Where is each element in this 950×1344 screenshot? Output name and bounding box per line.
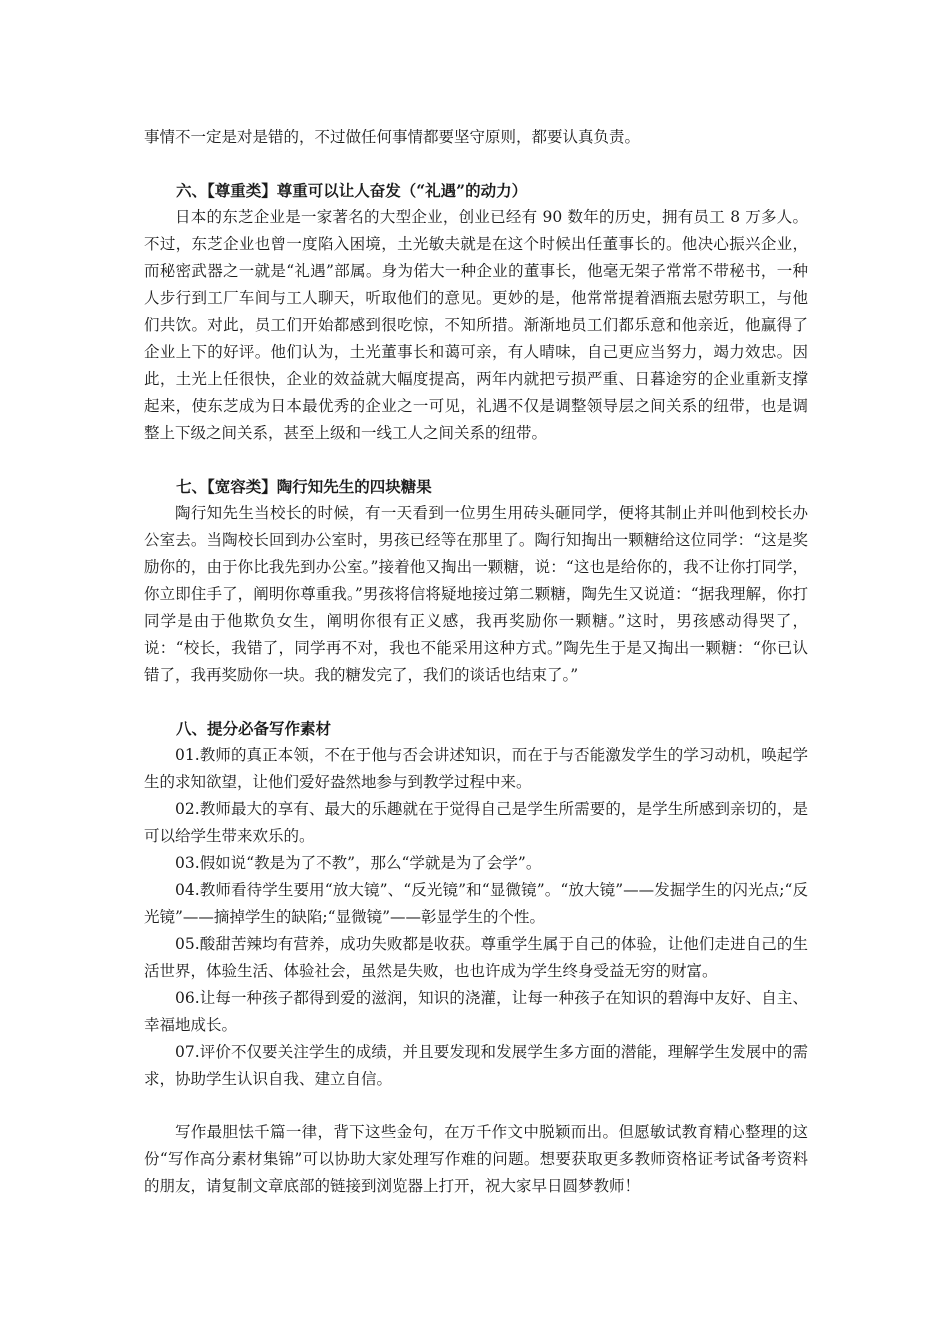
spacer [144,151,808,177]
spacer [144,447,808,473]
document-body [144,0,808,1200]
section-8-heading: 八、提分必备写作素材 [176,719,332,738]
material-item-03: 03.假如说“教是为了不教”，那么“学就是为了会学”。 [175,854,542,872]
material-item-01: 01.教师的真正本领，不在于他与否会讲述知识，而在于与否能激发学生的学习动机，唤起学生的求知欲望，让他们爱好盎然地参与到教学过程中来。 [144,746,808,791]
lead-paragraph: 事情不一定是对是错的，不过做任何事情都要坚守原则，都要认真负责。 [144,128,641,146]
section-7-heading: 七、【宽容类】陶行知先生的四块糖果 [176,477,432,496]
material-item-07: 07.评价不仅要关注学生的成绩，并且要发现和发展学生多方面的潜能，理解学生发展中的需求，协助学生认识自我、建立自信。 [144,1043,808,1088]
spacer [144,1093,808,1119]
section-6-heading: 六、【尊重类】尊重可以让人奋发（“礼遇”的动力） [176,181,528,200]
material-item-04: 04.教师看待学生要用“放大镜”、“反光镜”和“显微镜”。“放大镜”——发掘学生的闪光点;“反光镜”——摘掉学生的缺陷;“显微镜”——彰显学生的个性。 [144,881,808,926]
closing-paragraph: 写作最胆怯千篇一律，背下这些金句，在万千作文中脱颖而出。但愿敏试教育精心整理的这份“写作高分素材集锦”可以协助大家处理写作难的问题。想要获取更多教师资格证考试备考资料的朋友，请复制文章底部的链接到浏览器上打开，祝大家早日圆梦教师！ [144,1123,808,1195]
spacer [144,689,808,715]
material-item-05: 05.酸甜苦辣均有营养，成功失败都是收获。尊重学生属于自己的体验，让他们走进自己的生活世界，体验生活、体验社会，虽然是失败，也也许成为学生终身受益无穷的财富。 [144,935,808,980]
section-7-paragraph: 陶行知先生当校长的时候，有一天看到一位男生用砖头砸同学，便将其制止并叫他到校长办公室去。当陶校长回到办公室时，男孩已经等在那里了。陶行知掏出一颗糖给这位同学：“这是奖励你的，由于你比我先到办公室。”接着他又掏出一颗糖，说：“这也是给你的，我不让你打同学，你立即住手了，阐明你尊重我。”男孩将信将疑地接过第二颗糖，陶先生又说道：“据我理解，你打同学是由于他欺负女生，阐明你很有正义感，我再奖励你一颗糖。”这时，男孩感动得哭了，说：“校长，我错了，同学再不对，我也不能采用这种方式。”陶先生于是又掏出一颗糖：“你已认错了，我再奖励你一块。我的糖发完了，我们的谈话也结束了。” [144,504,808,684]
material-item-02: 02.教师最大的享有、最大的乐趣就在于觉得自己是学生所需要的，是学生所感到亲切的，是可以给学生带来欢乐的。 [144,800,808,845]
section-6-paragraph: 日本的东芝企业是一家著名的大型企业，创业已经有 90 数年的历史，拥有员工 8 万多人。不过，东芝企业也曾一度陷入困境，土光敏夫就是在这个时候出任董事长的。他决心振兴企业，而秘密武器之一就是“礼遇”部属。身为偌大一种企业的董事长，他毫无架子常常不带秘书，一种人步行到工厂车间与工人聊天，听取他们的意见。更妙的是，他常常提着酒瓶去慰劳职工，与他们共饮。对此，员工们开始都感到很吃惊，不知所措。渐渐地员工们都乐意和他亲近，他赢得了企业上下的好评。他们认为，土光董事长和蔼可亲，有人晴味，自己更应当努力，竭力效忠。因此，土光上任很快，企业的效益就大幅度提高，两年内就把亏损严重、日暮途穷的企业重新支撑起来，使东芝成为日本最优秀的企业之一可见，礼遇不仅是调整领导层之间关系的纽带，也是调整上下级之间关系，甚至上级和一线工人之间关系的纽带。 [144,208,808,442]
material-item-06: 06.让每一种孩子都得到爱的滋润，知识的浇灌，让每一种孩子在知识的碧海中友好、自主、幸福地成长。 [144,989,808,1034]
